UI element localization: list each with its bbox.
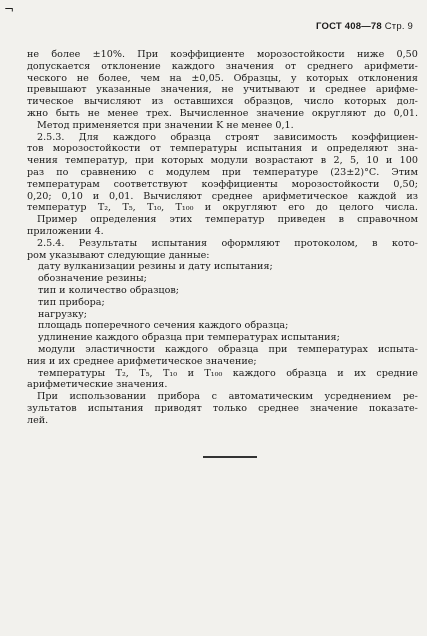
text-line: При использовании прибора с автоматическим усреднением ре- <box>37 391 418 403</box>
text-line: превышают указанные значения, не учитывают и среднее арифме- <box>27 84 418 96</box>
text-line: лей. <box>27 414 49 426</box>
text-line: ром указывают следующие данные: <box>27 249 210 261</box>
text-line: 0,20; 0,10 и 0,01. Вычисляют среднее арифметическое каждой из <box>27 190 418 202</box>
end-divider <box>203 456 257 458</box>
corner-mark: ¬ <box>4 2 15 16</box>
text-line: Пример определения этих температур приведен в справочном <box>37 214 418 226</box>
text-line: площадь поперечного сечения каждого образца; <box>38 320 289 332</box>
text-line: нагрузку; <box>38 308 88 320</box>
text-line: ческого не более, чем на ±0,05. Образцы, у которых отклонения <box>27 72 418 84</box>
text-line: модули эластичности каждого образца при температурах испыта- <box>38 343 418 355</box>
page-header <box>316 21 413 32</box>
text-line: чения температур, при которых модули возрастают в 2, 5, 10 и 100 <box>27 155 418 167</box>
page-number: Стр. 9 <box>384 21 413 32</box>
body-text <box>27 49 418 427</box>
text-line: приложении 4. <box>27 225 104 237</box>
document-number: ГОСТ 408—78 <box>316 21 382 32</box>
text-line: температур T₂, T₅, T₁₀, T₁₀₀ и округляют его до целого числа. <box>27 202 418 214</box>
text-line: допускается отклонение каждого значения от среднего арифмети- <box>27 60 418 72</box>
text-line: жно быть не менее трех. Вычисленное значение округляют до 0,01. <box>27 107 418 119</box>
text-line: раз по сравнению с модулем при температуре (23±2)°С. Этим <box>27 166 418 178</box>
text-line: удлинение каждого образца при температурах испытания; <box>38 332 340 344</box>
text-line: зультатов испытания приводят только среднее значение показате- <box>27 402 418 414</box>
text-line: тов морозостойкости от температуры испытания и определяют зна- <box>27 143 418 155</box>
text-line: тип прибора; <box>38 296 105 308</box>
text-line: 2.5.3. Для каждого образца строят зависимость коэффициен- <box>37 131 418 143</box>
text-line: температурам соответствуют коэффициенты морозостойкости 0,50; <box>27 178 418 190</box>
text-line: тическое вычисляют из оставшихся образцов, число которых дол- <box>27 96 418 108</box>
text-line: не более ±10%. При коэффициенте морозостойкости ниже 0,50 <box>27 49 418 60</box>
text-line: тип и количество образцов; <box>38 284 180 296</box>
text-line: дату вулканизации резины и дату испытания; <box>38 261 273 273</box>
text-line: ния и их среднее арифметическое значение; <box>27 355 257 367</box>
text-line: обозначение резины; <box>38 273 147 285</box>
text-line: Метод применяется при значении K не менее 0,1. <box>37 119 294 131</box>
text-line: 2.5.4. Результаты испытания оформляют протоколом, в кото- <box>37 237 418 249</box>
text-line: температуры T₂, T₅, T₁₀ и T₁₀₀ каждого образца и их средние <box>38 367 418 379</box>
text-line: арифметические значения. <box>27 379 168 391</box>
